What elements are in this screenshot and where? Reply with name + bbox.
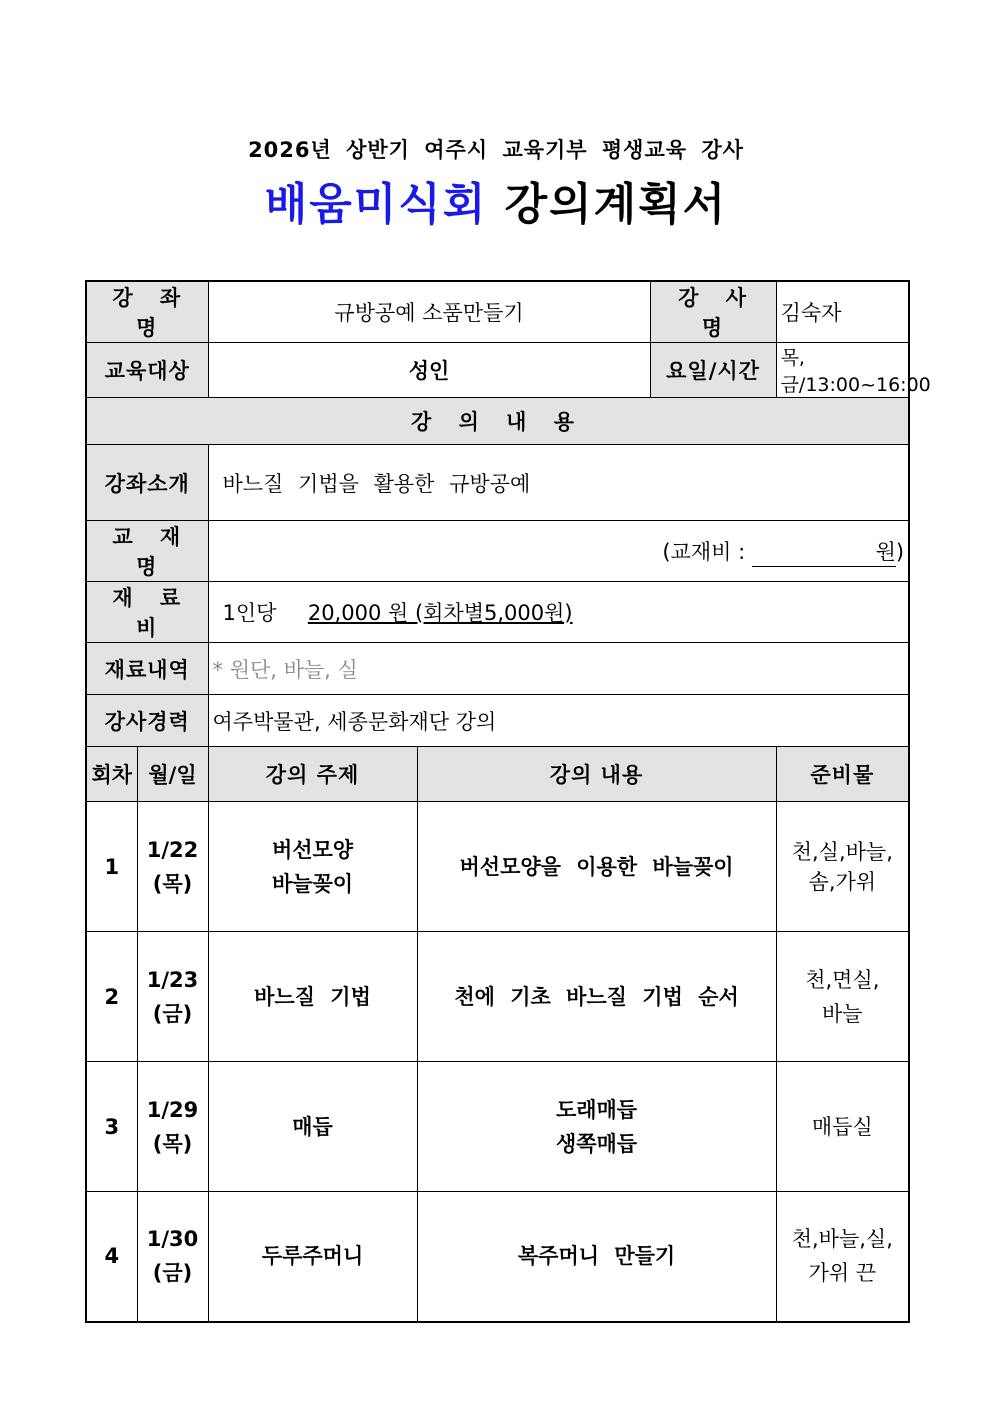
session-topic-line: 버선모양 xyxy=(271,837,354,862)
textbook-label: 교 재 명 xyxy=(86,521,208,582)
session-no: 4 xyxy=(86,1192,137,1322)
session-date xyxy=(137,802,208,932)
session-day: (목) xyxy=(152,871,193,896)
textbook-fee-prefix: (교재비 : xyxy=(662,539,746,564)
session-supplies xyxy=(776,932,909,1062)
session-day: (목) xyxy=(152,1131,193,1156)
course-name-value: 규방공예 소품만들기 xyxy=(208,281,650,343)
session-no: 2 xyxy=(86,932,137,1062)
document-type: 강의계획서 xyxy=(504,179,728,230)
session-topic-line: 바느질 기법 xyxy=(254,984,371,1009)
session-no-header: 회차 xyxy=(86,747,137,802)
career-value: 여주박물관, 세종문화재단 강의 xyxy=(208,695,909,747)
session-supplies-header: 준비물 xyxy=(776,747,909,802)
session-topic xyxy=(208,802,417,932)
textbook-fee-close: ) xyxy=(895,539,905,564)
session-content-line: 생쪽매듭 xyxy=(555,1131,638,1156)
material-fee-value: 20,000 원 (회차별5,000원) xyxy=(307,601,573,625)
session-row xyxy=(86,932,909,1062)
session-no: 1 xyxy=(86,802,137,932)
career-label: 강사경력 xyxy=(86,695,208,747)
session-topic-header: 강의 주제 xyxy=(208,747,417,802)
session-date-value: 1/23 xyxy=(146,967,199,992)
material-fee-prefix: 1인당 xyxy=(222,601,277,625)
session-row xyxy=(86,802,909,932)
session-content xyxy=(417,1062,776,1192)
session-topic xyxy=(208,932,417,1062)
session-date xyxy=(137,1192,208,1322)
session-supplies-line: 가위 끈 xyxy=(808,1261,877,1286)
session-supplies-line: 천,바늘,실, xyxy=(791,1227,893,1252)
lecture-content-header: 강 의 내 용 xyxy=(86,398,909,445)
schedule-value: 목,금/13:00~16:00 xyxy=(776,343,909,398)
document-subtitle: 2026년 상반기 여주시 교육기부 평생교육 강사 xyxy=(248,138,744,162)
session-date xyxy=(137,932,208,1062)
course-name-label: 강 좌 명 xyxy=(86,281,208,343)
session-date-value: 1/22 xyxy=(146,837,199,862)
session-supplies-line: 천,실,바늘, xyxy=(791,839,893,864)
session-topic xyxy=(208,1192,417,1322)
textbook-fee-unit: 원 xyxy=(875,539,896,564)
textbook-fee-blank xyxy=(752,536,896,567)
session-supplies xyxy=(776,1062,909,1192)
session-content-line: 도래매듭 xyxy=(555,1097,638,1122)
session-day: (금) xyxy=(152,1261,193,1286)
session-supplies xyxy=(776,802,909,932)
session-content-line: 버선모양을 이용한 바늘꽂이 xyxy=(459,854,734,879)
session-day: (금) xyxy=(152,1001,193,1026)
intro-label: 강좌소개 xyxy=(86,445,208,521)
session-supplies xyxy=(776,1192,909,1322)
materials-value: * 원단, 바늘, 실 xyxy=(208,643,909,695)
session-content xyxy=(417,932,776,1062)
session-date-header: 월/일 xyxy=(137,747,208,802)
session-content-header: 강의 내용 xyxy=(417,747,776,802)
instructor-label: 강 사 명 xyxy=(650,281,776,343)
session-supplies-line: 매듭실 xyxy=(811,1114,873,1139)
session-date-value: 1/30 xyxy=(146,1227,199,1252)
session-row xyxy=(86,1192,909,1322)
session-no: 3 xyxy=(86,1062,137,1192)
material-fee-label: 재 료 비 xyxy=(86,582,208,643)
session-supplies-line: 천,면실, xyxy=(805,967,880,992)
instructor-value: 김숙자 xyxy=(776,281,909,343)
materials-label: 재료내역 xyxy=(86,643,208,695)
session-topic-line: 바늘꽂이 xyxy=(271,871,354,896)
material-fee-row xyxy=(208,582,909,643)
intro-value: 바느질 기법을 활용한 규방공예 xyxy=(208,445,909,521)
document-title xyxy=(0,168,992,232)
session-topic xyxy=(208,1062,417,1192)
session-date-value: 1/29 xyxy=(146,1097,199,1122)
target-label: 교육대상 xyxy=(86,343,208,398)
session-supplies-line: 솜,가위 xyxy=(808,869,877,894)
session-row xyxy=(86,1062,909,1192)
schedule-label: 요일/시간 xyxy=(650,343,776,398)
session-content xyxy=(417,1192,776,1322)
lecture-plan-table xyxy=(85,280,931,1323)
textbook-fee xyxy=(208,521,909,582)
session-topic-line: 두루주머니 xyxy=(261,1244,364,1269)
session-supplies-line: 바늘 xyxy=(822,1001,863,1026)
session-content-line: 복주머니 만들기 xyxy=(517,1244,676,1269)
session-content xyxy=(417,802,776,932)
session-topic-line: 매듭 xyxy=(292,1114,333,1139)
target-value: 성인 xyxy=(208,343,650,398)
session-date xyxy=(137,1062,208,1192)
session-content-line: 천에 기초 바느질 기법 순서 xyxy=(454,984,739,1009)
program-name: 배움미식회 xyxy=(264,179,488,230)
